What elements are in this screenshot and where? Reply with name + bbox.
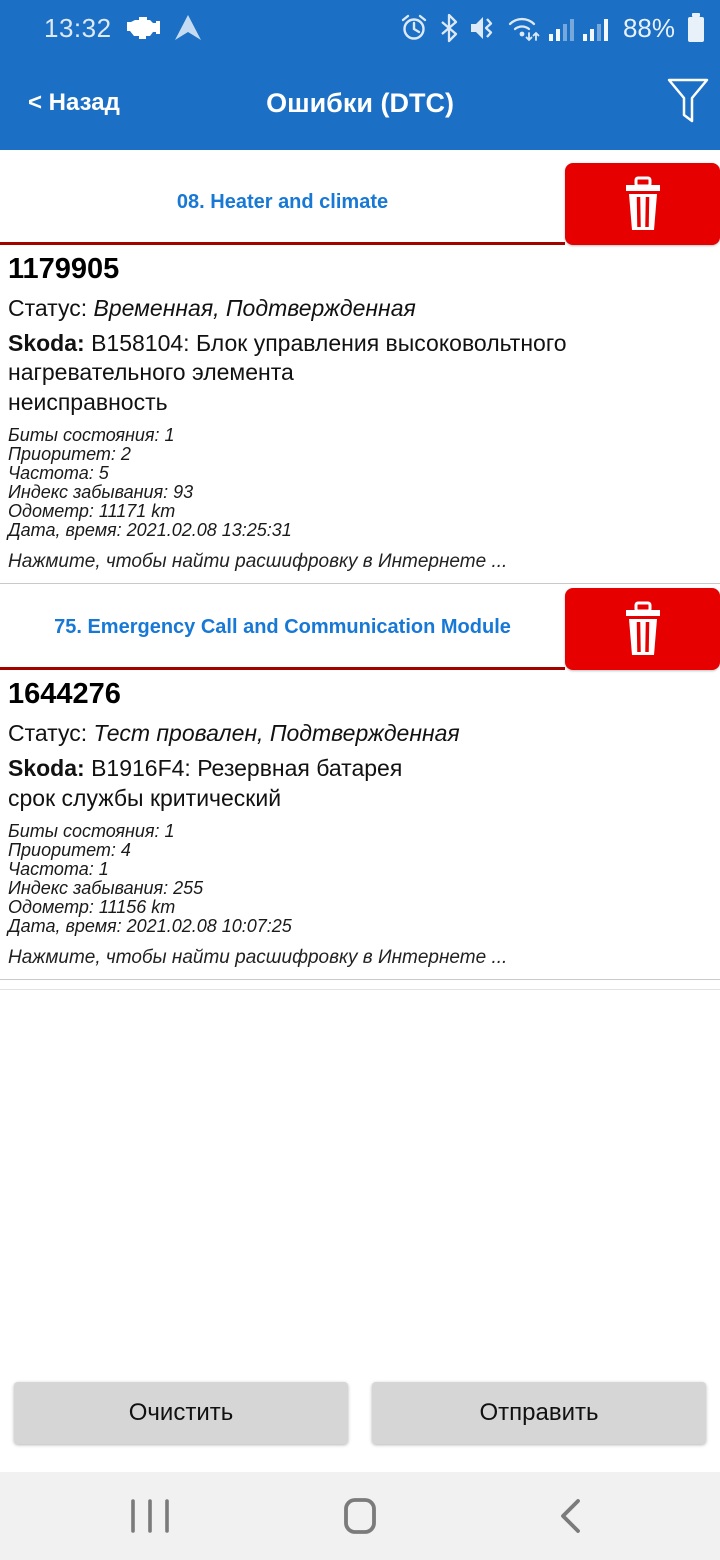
detail-row: Индекс забывания: 255 (8, 878, 204, 899)
recents-icon[interactable] (120, 1486, 180, 1546)
description-text: B158104: Блок управления высоковольтного нагревательного элемента (8, 330, 567, 386)
status-value: Временная, Подтвержденная (93, 295, 416, 321)
dtc-description (8, 329, 608, 417)
clear-button[interactable]: Очистить (14, 1382, 348, 1444)
dtc-details (8, 822, 720, 936)
description-line2: срок службы критический (8, 784, 282, 811)
page-title: Ошибки (DTC) (266, 87, 454, 118)
status-label: Статус: (8, 295, 88, 321)
app-bar (0, 56, 720, 150)
status-label: Статус: (8, 720, 88, 747)
module-header (0, 588, 720, 670)
delete-module-button[interactable] (565, 163, 720, 245)
dtc-status (8, 295, 720, 322)
detail-row: Приоритет: 2 (8, 444, 131, 465)
description-text: B1916F4: Резервная батарея (91, 755, 403, 782)
detail-row: Одометр: 11156 km (8, 897, 176, 918)
back-button[interactable]: < Назад (28, 89, 120, 116)
brand-label: Skoda: (8, 755, 85, 782)
detail-row: Индекс забывания: 93 (8, 482, 194, 503)
dtc-status (8, 720, 720, 747)
android-nav-bar (0, 1472, 720, 1560)
module-title-cell (0, 588, 565, 670)
mute-vibrate-icon (469, 14, 497, 42)
battery-percent: 88% (622, 12, 675, 43)
send-button[interactable]: Отправить (372, 1382, 706, 1444)
detail-row: Биты состояния: 1 (8, 425, 175, 446)
filter-button[interactable] (666, 77, 710, 129)
trash-icon (621, 176, 665, 232)
detail-row: Частота: 5 (8, 463, 109, 484)
dtc-code: 1644276 (8, 678, 121, 711)
alarm-icon (399, 13, 429, 43)
detail-row: Одометр: 11171 km (8, 501, 176, 522)
dtc-description (8, 754, 608, 813)
detail-row: Дата, время: 2021.02.08 13:25:31 (8, 520, 292, 541)
divider (0, 979, 720, 980)
delete-module-button[interactable] (565, 588, 720, 670)
footer-actions (14, 1382, 706, 1444)
check-engine-icon (124, 13, 160, 43)
back-icon[interactable] (540, 1486, 600, 1546)
internet-lookup-link[interactable]: Нажмите, чтобы найти расшифровку в Интернете ... (8, 551, 508, 573)
detail-row: Биты состояния: 1 (8, 821, 175, 842)
brand-label: Skoda: (8, 330, 85, 356)
status-value: Тест провален, Подтвержденная (93, 720, 460, 747)
home-icon[interactable] (330, 1486, 390, 1546)
trash-icon (621, 601, 665, 657)
dtc-code: 1179905 (8, 253, 120, 285)
module-title: 08. Heater and climate (176, 191, 389, 213)
signal-bars-sim2 (583, 15, 608, 41)
module-title: 75. Emergency Call and Communication Module (54, 616, 511, 639)
wifi-icon (506, 14, 540, 42)
clock: 13:32 (44, 12, 112, 43)
detail-row: Частота: 1 (8, 859, 109, 880)
dtc-list (0, 150, 720, 990)
divider (0, 989, 720, 990)
battery-icon (686, 13, 706, 43)
signal-bars-sim1 (549, 15, 574, 41)
module-header (0, 163, 720, 245)
status-bar (0, 0, 720, 56)
description-line2: неисправность (8, 388, 168, 415)
module-title-cell (0, 163, 565, 245)
android-auto-icon (172, 12, 204, 44)
internet-lookup-link[interactable]: Нажмите, чтобы найти расшифровку в Интернете ... (8, 947, 508, 969)
detail-row: Дата, время: 2021.02.08 10:07:25 (8, 916, 292, 937)
detail-row: Приоритет: 4 (8, 840, 131, 861)
dtc-details (8, 426, 720, 540)
bluetooth-icon (438, 13, 460, 43)
funnel-icon (666, 77, 710, 129)
